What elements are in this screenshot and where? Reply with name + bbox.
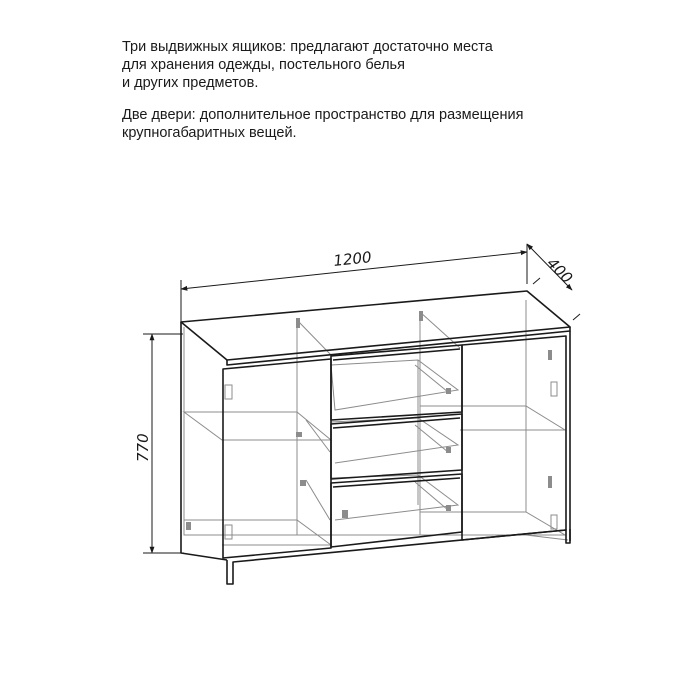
drawers-description-line-3: и других предметов. <box>122 75 259 91</box>
drawers <box>331 345 462 547</box>
drawer-top <box>331 345 462 420</box>
drawers-description-line-1: Три выдвижных ящиков: предлагают достаточно места <box>122 39 493 55</box>
drawers-description-line-2: для хранения одежды, постельного белья <box>122 57 405 73</box>
plinth <box>227 529 570 584</box>
sideboard-body <box>181 291 570 584</box>
height-dimension-label: 770 <box>134 433 152 462</box>
width-dimension-label: 1200 <box>332 248 373 270</box>
height-dimension <box>134 334 184 553</box>
doors-description-line-2: крупногабаритных вещей. <box>122 125 297 141</box>
depth-dimension-label: 400 <box>543 254 577 288</box>
doors-description-line-1: Две двери: дополнительное пространство для размещения <box>122 107 524 123</box>
right-door <box>462 336 566 540</box>
depth-dimension <box>527 244 580 320</box>
width-dimension <box>181 244 527 322</box>
left-door <box>223 359 331 558</box>
